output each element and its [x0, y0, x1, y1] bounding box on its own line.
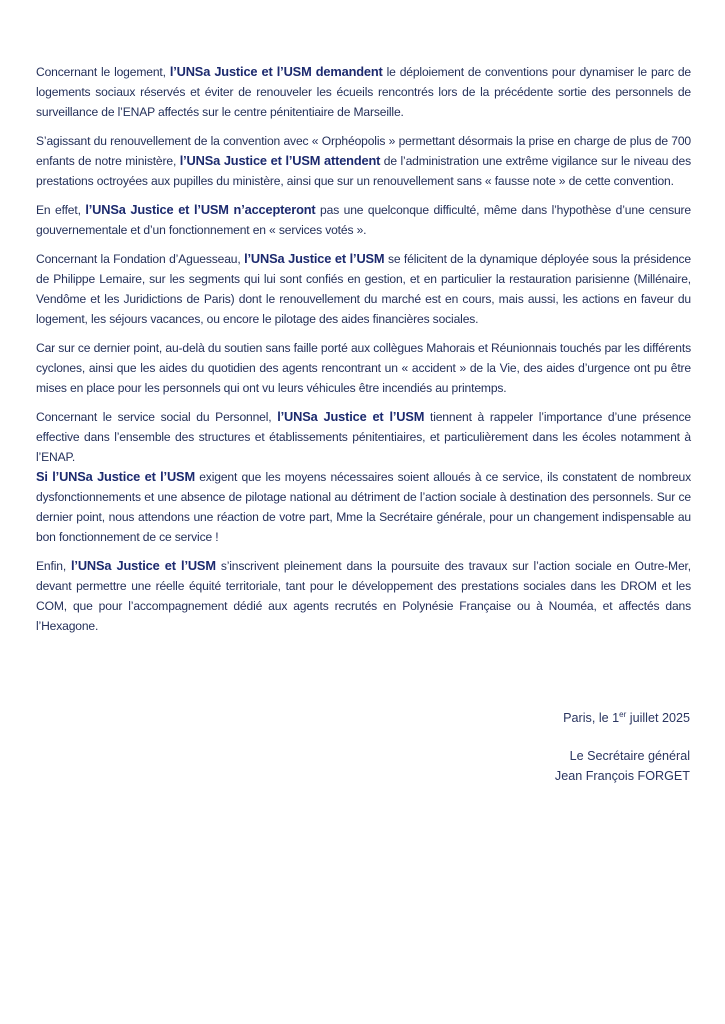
paragraph-text: de l’administration une extrême vigilance sur le niveau des prestations octroyées aux pupilles du ministère, ainsi que sur un renouvellement sans « fausse note » de cette convention. — [36, 154, 691, 188]
paragraph-emphasis: l’UNSa Justice et l’USM demandent — [169, 64, 383, 79]
signature-block — [555, 708, 690, 786]
paragraph-emphasis: l’UNSa Justice et l’USM n’accepteront — [85, 202, 316, 217]
letter-body — [36, 62, 691, 645]
paragraph-fondation — [36, 249, 691, 329]
paragraph-text: Enfin, — [36, 559, 72, 573]
paragraph-text: pas une quelconque difficulté, même dans l’hypothèse d’une censure gouvernementale et d’un fonctionnement en « services votés ». — [36, 203, 691, 237]
date-prefix: Paris, le 1 — [563, 711, 620, 725]
signature-date — [555, 708, 690, 728]
paragraph-orpheopolis — [36, 131, 691, 191]
paragraph-text: Concernant le logement, — [36, 65, 170, 79]
paragraph-text: tiennent à rappeler l’importance d’une présence effective dans l’ensemble des structures et établissements pénitentiaires, et particulièrement dans les écoles notamment à l’ENAP. — [36, 410, 691, 464]
paragraph-text: le déploiement de conventions pour dynamiser le parc de logements sociaux réservés et éviter de renouveler les écueils rencontrés lors de la précédente sortie des personnels de surveillance de l’ENAP affectés sur le centre pénitentiaire de Marseille. — [36, 65, 691, 119]
paragraph-emphasis: l’UNSa Justice et l’USM attendent — [179, 153, 381, 168]
paragraph-emphasis: l’UNSa Justice et l’USM — [277, 409, 425, 424]
paragraph-emphasis: Si l’UNSa Justice et l’USM — [36, 469, 195, 484]
paragraph-text: exigent que les moyens nécessaires soient alloués à ce service, ils constatent de nombreux dysfonctionnements et une absence de pilotage national au détriment de l’action sociale à destination des personnels. Sur ce dernier point, nous attendons une réaction de votre part, Mme la Secrétaire générale, pour un changement indispensable au bon fonctionnement de ce service ! — [36, 470, 691, 544]
paragraph-text: Concernant le service social du Personnel, — [36, 410, 278, 424]
date-suffix: juillet 2025 — [626, 711, 690, 725]
paragraph-outre-mer — [36, 556, 691, 636]
paragraph-text: Concernant la Fondation d’Aguesseau, — [36, 252, 245, 266]
paragraph-service-social — [36, 407, 691, 467]
date-ordinal: er — [619, 709, 627, 719]
paragraph-emphasis: l’UNSa Justice et l’USM — [244, 251, 385, 266]
paragraph-aides — [36, 338, 691, 398]
paragraph-censure — [36, 200, 691, 240]
paragraph-moyens — [36, 467, 691, 547]
paragraph-emphasis: l’UNSa Justice et l’USM — [71, 558, 216, 573]
paragraph-text: S’agissant du renouvellement de la convention avec « Orphéopolis » permettant désormais la prise en charge de plus de 700 enfants de notre ministère, — [36, 134, 691, 168]
signatory-title: Le Secrétaire général — [569, 749, 690, 763]
paragraph-text: se félicitent de la dynamique déployée sous la présidence de Philippe Lemaire, sur les segments qui lui sont confiés en gestion, et en particulier la restauration parisienne (Millénaire, Vendôme et les Juridictions de Paris) dont le renouvellement du marché est en cours, mais aussi, les actions en faveur du logement, les séjours vacances, ou encore le pilotage des aides financières sociales. — [36, 252, 692, 326]
paragraph-text: Car sur ce dernier point, au-delà du soutien sans faille porté aux collègues Mahorais et Réunionnais touchés par les différents cyclones, ainsi que les aides du quotidien des agents rencontrant un « accident » de la Vie, des aides d’urgence ont pu être mises en place pour les personnels qui ont vu leurs véhicules être incendiés au printemps. — [36, 341, 691, 395]
paragraph-text: En effet, — [36, 203, 86, 217]
signatory-name: Jean François FORGET — [554, 769, 690, 783]
paragraph-text: s’inscrivent pleinement dans la poursuite des travaux sur l’action sociale en Outre-Mer, devant permettre une réelle équité territoriale, tant pour le développement des prestations sociales dans les DROM et les COM, que pour l’accompagnement dédié aux agents recrutés en Polynésie Française ou à Nouméa, et affectés dans l’Hexagone. — [36, 559, 691, 633]
paragraph-logement — [36, 62, 691, 122]
